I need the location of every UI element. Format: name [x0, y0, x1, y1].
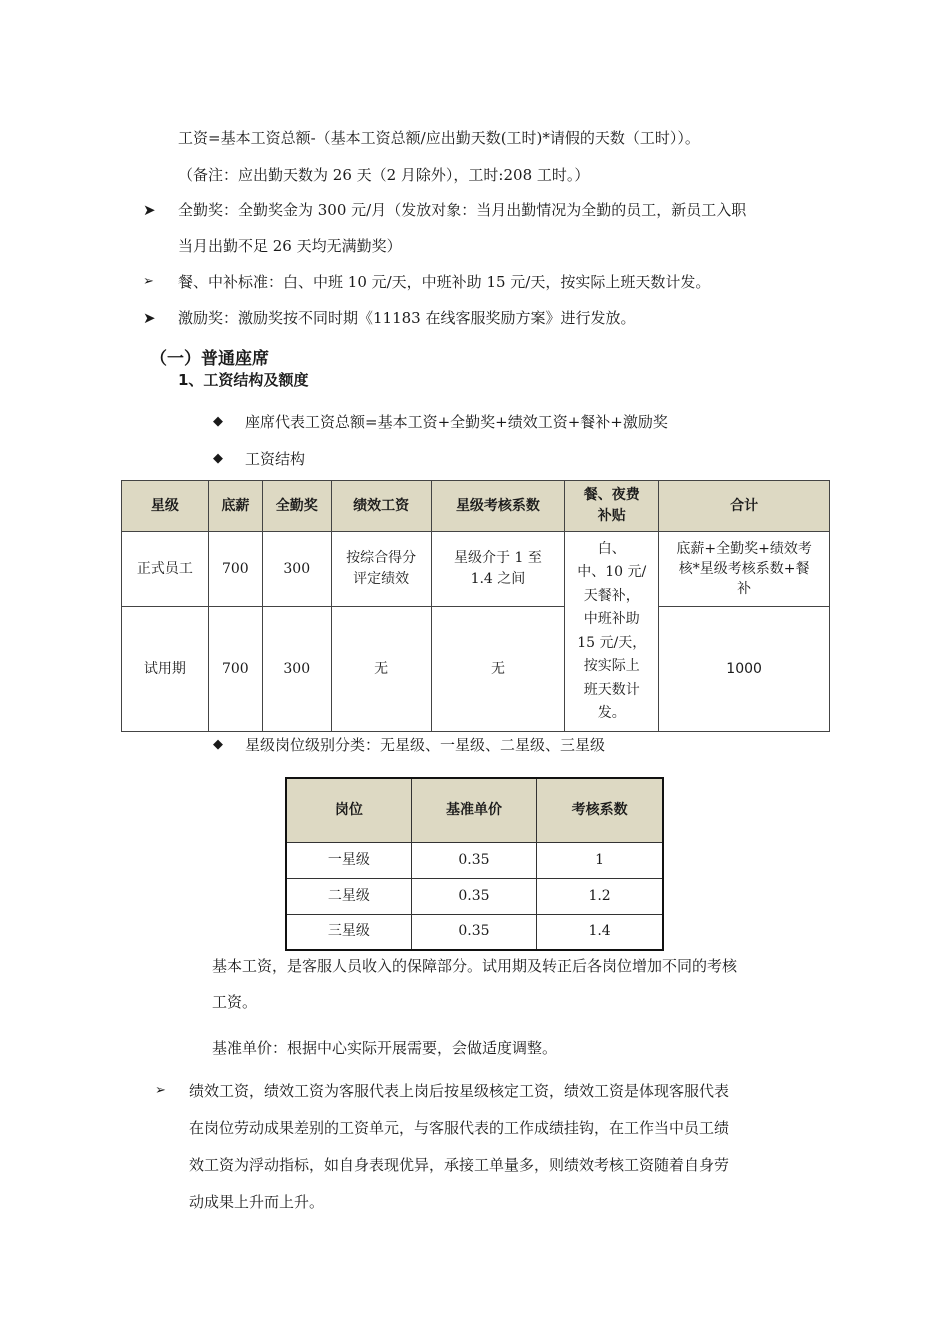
performance-pay-text-cont: 效工资为浮动指标，如自身表现优异，承接工单量多，则绩效考核工资随着自身劳 [189, 1156, 730, 1174]
attendance-cell: 300 [262, 532, 331, 607]
header-attendance-bonus: 全勤奖 [262, 481, 331, 532]
attendance-bonus-text: 全勤奖：全勤奖金为 300 元/月（发放对象：当月出勤情况为全勤的员工，新员工入职 [178, 201, 747, 219]
basic-pay-text-cont: 工资。 [212, 993, 258, 1011]
meal-allowance-text: 餐、中补标准：白、中班 10 元/天，中班补助 15 元/天，按实际上班天数计发。 [178, 273, 711, 291]
performance-cell: 无 [331, 607, 431, 732]
incentive-text: 激励奖：激励奖按不同时期《11183 在线客服奖励方案》进行发放。 [178, 309, 636, 327]
header-coefficient: 考核系数 [537, 778, 663, 842]
row-label: 正式员工 [122, 532, 209, 607]
table-row [286, 842, 663, 878]
diamond-bullet-icon: ◆ [213, 451, 223, 466]
diamond-bullet-icon: ◆ [213, 737, 223, 752]
header-unit-price: 基准单价 [411, 778, 536, 842]
base-pay-cell: 700 [208, 607, 262, 732]
section-title: （一）普通座席 [150, 349, 269, 369]
header-total: 合计 [659, 481, 830, 532]
coef-cell: 1.2 [537, 878, 663, 914]
base-pay-cell: 700 [208, 532, 262, 607]
header-grade-coefficient: 星级考核系数 [431, 481, 565, 532]
header-base-pay: 底薪 [208, 481, 262, 532]
performance-pay-text: 绩效工资，绩效工资为客服代表上岗后按星级核定工资，绩效工资是体现客服代表 [189, 1082, 730, 1100]
table-row [122, 532, 830, 607]
performance-cell: 按综合得分 评定绩效 [331, 532, 431, 607]
post-cell: 二星级 [286, 878, 411, 914]
table-row [286, 878, 663, 914]
attendance-bonus-text-cont: 当月出勤不足 26 天均无满勤奖） [178, 237, 402, 255]
salary-structure-label: 工资结构 [245, 450, 306, 468]
header-post: 岗位 [286, 778, 411, 842]
post-cell: 三星级 [286, 914, 411, 950]
arrow-outline-bullet-icon: ➢ [143, 274, 154, 289]
diamond-bullet-icon: ◆ [213, 414, 223, 429]
grade-classes-text: 星级岗位级别分类：无星级、一星级、二星级、三星级 [245, 736, 606, 754]
header-grade: 星级 [122, 481, 209, 532]
attendance-days-note: （备注：应出勤天数为 26 天（2 月除外），工时:208 工时。） [178, 166, 590, 184]
row-label: 试用期 [122, 607, 209, 732]
meal-allowance-cell: 白、 中、10 元/ 天餐补， 中班补助 15 元/天， 按实际上 班天数计 发。 [565, 532, 659, 732]
table-row [122, 607, 830, 732]
price-cell: 0.35 [411, 914, 536, 950]
salary-formula-text: 工资=基本工资总额-（基本工资总额/应出勤天数(工时)*请假的天数（工时））。 [178, 129, 700, 147]
grade-coefficient-table [285, 777, 664, 951]
coef-cell: 1.4 [537, 914, 663, 950]
header-performance-pay: 绩效工资 [331, 481, 431, 532]
total-cell: 底薪+全勤奖+绩效考 核*星级考核系数+餐 补 [659, 532, 830, 607]
arrow-bullet-icon: ➤ [143, 201, 156, 219]
salary-structure-table [121, 480, 830, 732]
price-cell: 0.35 [411, 878, 536, 914]
unit-price-note: 基准单价：根据中心实际开展需要，会做适度调整。 [212, 1039, 558, 1057]
total-cell: 1000 [659, 607, 830, 732]
arrow-bullet-icon: ➤ [143, 309, 156, 327]
table-header-row [286, 778, 663, 842]
attendance-cell: 300 [262, 607, 331, 732]
performance-pay-text-cont: 动成果上升而上升。 [189, 1193, 325, 1211]
coefficient-cell: 星级介于 1 至 1.4 之间 [431, 532, 565, 607]
performance-pay-text-cont: 在岗位劳动成果差别的工资单元，与客服代表的工作成绩挂钩，在工作当中员工绩 [189, 1119, 730, 1137]
price-cell: 0.35 [411, 842, 536, 878]
post-cell: 一星级 [286, 842, 411, 878]
total-salary-formula: 座席代表工资总额=基本工资+全勤奖+绩效工资+餐补+激励奖 [245, 413, 668, 431]
basic-pay-text: 基本工资，是客服人员收入的保障部分。试用期及转正后各岗位增加不同的考核 [212, 957, 738, 975]
subsection-title: 1、工资结构及额度 [178, 371, 309, 389]
header-meal-allowance: 餐、夜费 补贴 [565, 481, 659, 532]
arrow-outline-bullet-icon: ➢ [155, 1083, 166, 1098]
table-header-row [122, 481, 830, 532]
table-row [286, 914, 663, 950]
coefficient-cell: 无 [431, 607, 565, 732]
coef-cell: 1 [537, 842, 663, 878]
